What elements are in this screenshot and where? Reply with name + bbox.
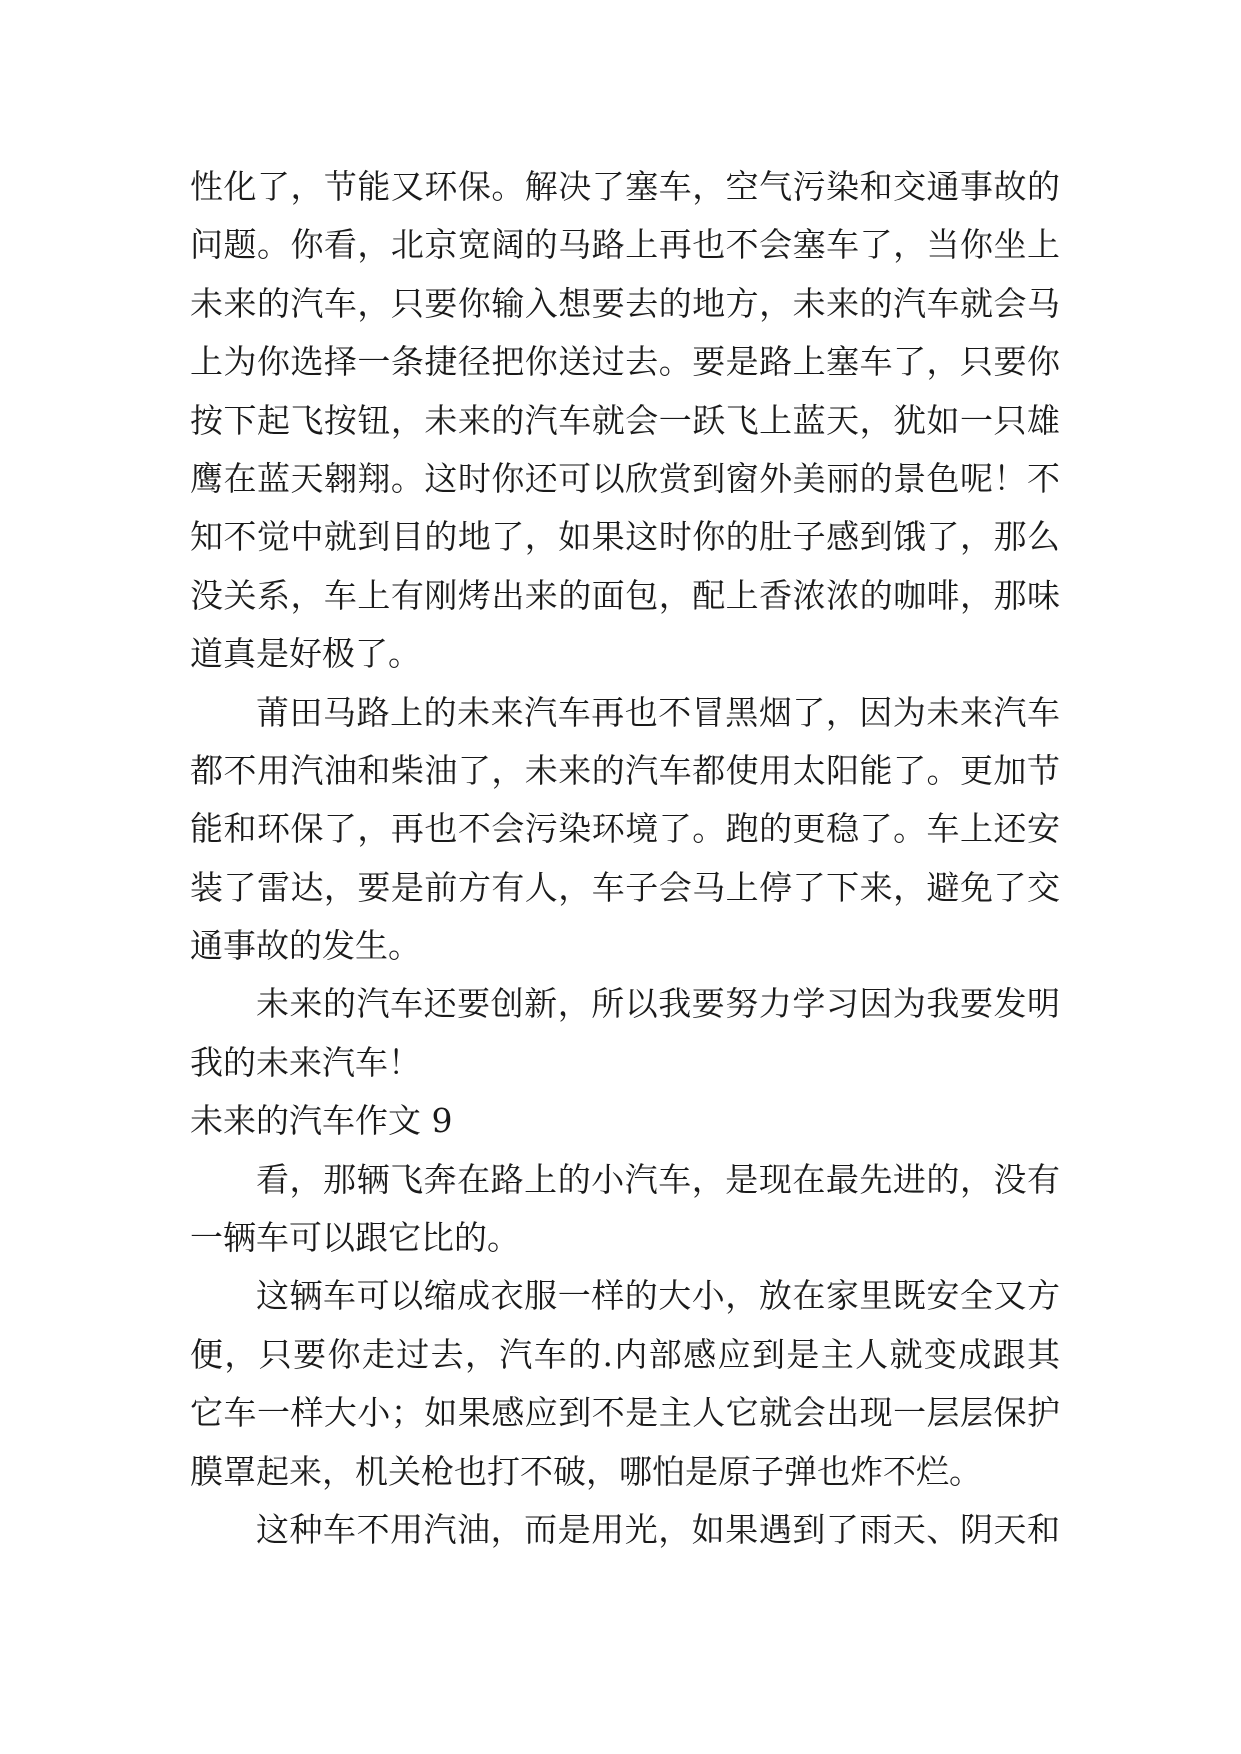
- text-line: 能和环保了，再也不会污染环境了。跑的更稳了。车上还安: [190, 809, 1060, 849]
- text-line: 按下起飞按钮，未来的汽车就会一跃飞上蓝天，犹如一只雄: [190, 400, 1060, 440]
- text-line: 这种车不用汽油，而是用光，如果遇到了雨天、阴天和: [256, 1509, 1060, 1549]
- text-line: 膜罩起来，机关枪也打不破，哪怕是原子弹也炸不烂。: [190, 1451, 982, 1491]
- text-line: 没关系，车上有刚烤出来的面包，配上香浓浓的咖啡，那味: [190, 575, 1060, 615]
- text-line: 知不觉中就到目的地了，如果这时你的肚子感到饿了，那么: [190, 517, 1060, 557]
- text-line: 问题。你看，北京宽阔的马路上再也不会塞车了，当你坐上: [190, 225, 1060, 265]
- text-line: 道真是好极了。: [190, 634, 421, 674]
- text-line: 装了雷达，要是前方有人，车子会马上停了下来，避免了交: [190, 867, 1060, 907]
- paragraph: [190, 1501, 1060, 1559]
- text-line: 便，只要你走过去，汽车的.内部感应到是主人就变成跟其: [190, 1334, 1060, 1374]
- paragraph: [190, 1267, 1060, 1501]
- text-line: 未来的汽车还要创新，所以我要努力学习因为我要发明: [256, 984, 1060, 1024]
- text-line: 我的未来汽车！: [190, 1042, 421, 1082]
- text-line: 看，那辆飞奔在路上的小汽车，是现在最先进的，没有: [256, 1159, 1060, 1199]
- text-line: 未来的汽车，只要你输入想要去的地方，未来的汽车就会马: [190, 283, 1060, 323]
- text-line: 鹰在蓝天翱翔。这时你还可以欣赏到窗外美丽的景色呢！不: [190, 458, 1060, 498]
- text-line: 一辆车可以跟它比的。: [190, 1218, 520, 1258]
- paragraph: [190, 975, 1060, 1092]
- text-line: 性化了，节能又环保。解决了塞车，空气污染和交通事故的: [190, 167, 1060, 206]
- text-line: 莆田马路上的未来汽车再也不冒黑烟了，因为未来汽车: [256, 692, 1060, 732]
- section-heading: 未来的汽车作文 9: [190, 1101, 453, 1141]
- paragraph: [190, 684, 1060, 976]
- paragraph: [190, 1151, 1060, 1268]
- text-line: 通事故的发生。: [190, 926, 421, 966]
- text-line: 上为你选择一条捷径把你送过去。要是路上塞车了，只要你: [190, 342, 1060, 382]
- text-line: 都不用汽油和柴油了，未来的汽车都使用太阳能了。更加节: [190, 750, 1060, 790]
- paragraph: [190, 158, 1060, 684]
- text-line: 它车一样大小；如果感应到不是主人它就会出现一层层保护: [190, 1393, 1060, 1433]
- document-body: [190, 158, 1060, 1559]
- text-line: 这辆车可以缩成衣服一样的大小，放在家里既安全又方: [256, 1276, 1060, 1316]
